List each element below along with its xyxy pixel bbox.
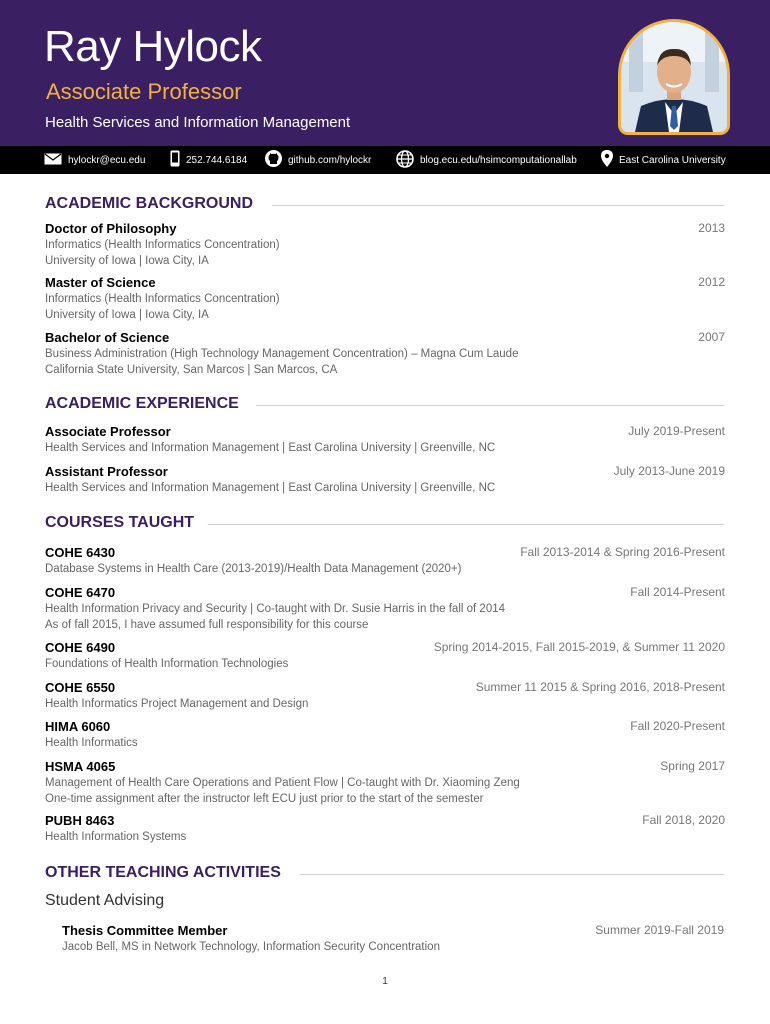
course-terms: Fall 2014-Present <box>630 585 725 599</box>
contact-email-text: hylockr@ecu.edu <box>68 154 146 166</box>
department: Health Services and Information Management <box>45 114 351 131</box>
degree-date: 2012 <box>698 275 725 289</box>
degree-institution: California State University, San Marcos | San Marcos, CA <box>45 364 338 376</box>
contact-location <box>601 146 726 174</box>
role-detail: Health Services and Information Management | East Carolina University | Greenville, NC <box>45 442 496 454</box>
course-terms: Spring 2017 <box>660 759 725 773</box>
role-detail: Health Services and Information Management | East Carolina University | Greenville, NC <box>45 482 496 494</box>
course-code: COHE 6430 <box>45 545 116 560</box>
degree-title: Doctor of Philosophy <box>45 221 177 236</box>
section-academic-experience: ACADEMIC EXPERIENCE <box>45 395 239 412</box>
course-terms: Fall 2020-Present <box>630 719 725 733</box>
subsection-student-advising: Student Advising <box>45 892 165 909</box>
contact-website[interactable] <box>396 146 577 174</box>
degree-date: 2007 <box>698 330 725 344</box>
section-divider <box>272 205 724 206</box>
section-other-teaching: OTHER TEACHING ACTIVITIES <box>45 864 281 881</box>
job-title: Associate Professor <box>46 79 242 104</box>
globe-icon <box>396 150 414 171</box>
degree-date: 2013 <box>698 221 725 235</box>
contact-phone-text: 252.744.6184 <box>186 154 248 166</box>
course-entry <box>45 585 725 633</box>
contact-email[interactable] <box>44 146 145 174</box>
advising-detail: Jacob Bell, MS in Network Technology, Information Security Concentration <box>62 941 440 953</box>
experience-entry <box>45 424 725 456</box>
contact-github-text: github.com/hylockr <box>288 154 372 166</box>
role-date: July 2013-June 2019 <box>613 464 725 478</box>
role-title: Associate Professor <box>45 424 171 439</box>
github-icon <box>265 150 282 170</box>
degree-detail: Business Administration (High Technology Management Concentration) – Magna Cum Laude <box>45 348 519 360</box>
course-detail: Database Systems in Health Care (2013-2019)/Health Data Management (2020+) <box>45 563 462 575</box>
course-entry <box>45 545 725 577</box>
education-entry <box>45 330 725 378</box>
course-code: COHE 6490 <box>45 640 116 655</box>
section-courses-taught: COURSES TAUGHT <box>45 514 195 531</box>
course-terms: Fall 2018, 2020 <box>642 813 725 827</box>
role-date: July 2019-Present <box>628 424 725 438</box>
course-terms: Summer 11 2015 & Spring 2016, 2018-Present <box>475 680 725 694</box>
course-entry <box>45 759 725 807</box>
education-entry <box>45 275 725 323</box>
course-detail: One-time assignment after the instructor left ECU just prior to the start of the semester <box>45 793 484 805</box>
course-code: HIMA 6060 <box>45 719 111 734</box>
degree-title: Master of Science <box>45 275 156 290</box>
course-detail: Health Information Systems <box>45 831 187 843</box>
resume-header <box>0 0 770 146</box>
degree-detail: Informatics (Health Informatics Concentration) <box>45 239 280 251</box>
course-detail: Management of Health Care Operations and Patient Flow | Co-taught with Dr. Xiaoming Zeng <box>45 777 520 789</box>
course-entry <box>45 680 725 712</box>
degree-detail: Informatics (Health Informatics Concentration) <box>45 293 280 305</box>
degree-institution: University of Iowa | Iowa City, IA <box>45 255 209 267</box>
experience-entry <box>45 464 725 496</box>
person-name: Ray Hylock <box>44 22 262 71</box>
advising-date: Summer 2019-Fall 2019 <box>595 923 724 937</box>
course-detail: Health Informatics <box>45 737 138 749</box>
course-code: COHE 6550 <box>45 680 116 695</box>
degree-title: Bachelor of Science <box>45 330 170 345</box>
section-academic-background: ACADEMIC BACKGROUND <box>45 195 253 212</box>
course-code: PUBH 8463 <box>45 813 115 828</box>
profile-photo <box>618 19 730 135</box>
contact-phone[interactable] <box>170 146 247 174</box>
course-detail: As of fall 2015, I have assumed full responsibility for this course <box>45 619 369 631</box>
course-entry <box>45 813 725 845</box>
section-divider <box>256 405 724 406</box>
role-title: Assistant Professor <box>45 464 168 479</box>
course-terms: Spring 2014-2015, Fall 2015-2019, & Summer 11 2020 <box>433 640 725 654</box>
course-entry <box>45 640 725 672</box>
envelope-icon <box>44 153 62 168</box>
course-detail: Foundations of Health Information Technologies <box>45 658 289 670</box>
phone-icon <box>170 150 180 170</box>
course-detail: Health Informatics Project Management and Design <box>45 698 309 710</box>
advising-role: Thesis Committee Member <box>62 923 228 938</box>
section-divider <box>300 874 724 875</box>
contact-bar <box>0 146 770 174</box>
contact-github[interactable] <box>265 146 371 174</box>
course-code: HSMA 4065 <box>45 759 116 774</box>
education-entry <box>45 221 725 269</box>
course-terms: Fall 2013-2014 & Spring 2016-Present <box>520 545 725 559</box>
contact-website-text: blog.ecu.edu/hsimcomputationallab <box>420 154 577 166</box>
course-entry <box>45 719 725 751</box>
page-number: 1 <box>382 976 388 987</box>
degree-institution: University of Iowa | Iowa City, IA <box>45 309 209 321</box>
map-pin-icon <box>601 150 613 170</box>
advising-entry <box>62 923 724 955</box>
course-detail: Health Information Privacy and Security | Co-taught with Dr. Susie Harris in the fall of 2014 <box>45 603 506 615</box>
section-divider <box>208 524 724 525</box>
contact-location-text: East Carolina University <box>619 154 726 166</box>
course-code: COHE 6470 <box>45 585 116 600</box>
